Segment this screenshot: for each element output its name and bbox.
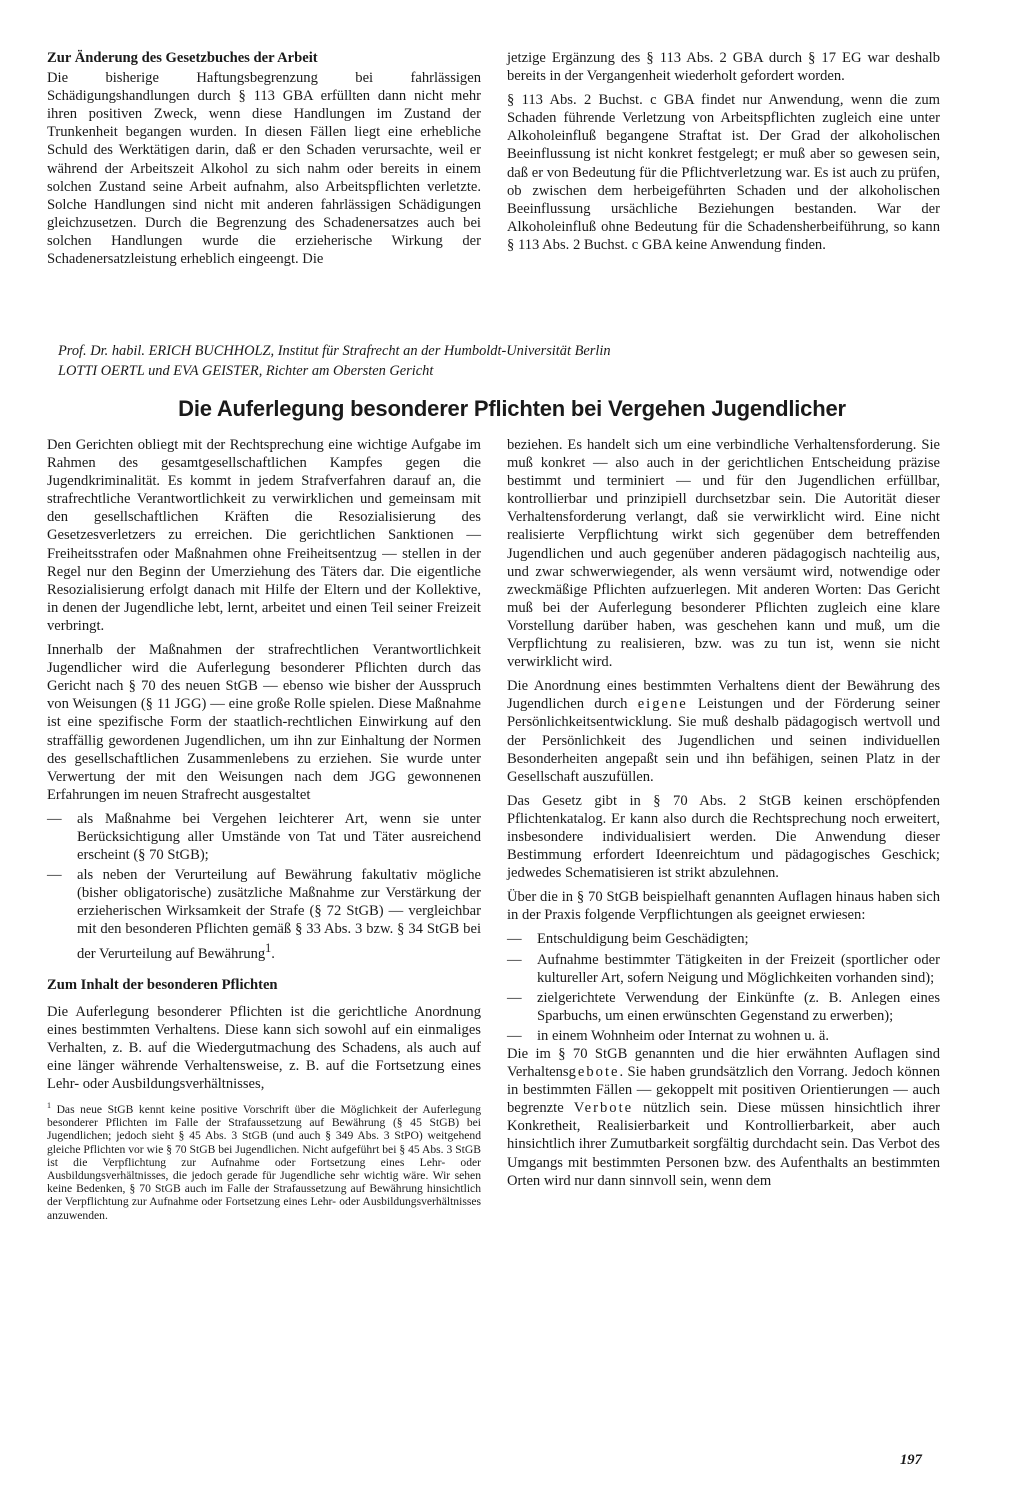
article-right-column <box>507 436 940 1190</box>
list-item: — Aufnahme bestimmter Tätigkeiten in der Freizeit (sportlicher oder kultureller Art, sofern Neigung und Möglichkeiten vorhanden sind); <box>507 951 940 986</box>
article-title: Die Auferlegung besonderer Pflichten bei Vergehen Jugendlicher <box>178 396 846 421</box>
page-number: 197 <box>900 1452 922 1468</box>
footnote-marker: 1 <box>265 940 272 955</box>
author-byline: LOTTI OERTL und EVA GEISTER, Richter am Obersten Gericht <box>58 363 434 379</box>
paragraph: Das Gesetz gibt in § 70 Abs. 2 StGB keinen erschöpfenden Pflichtenkatalog. Er kann also durch die Rechtsprechung noch erweitert, insbesondere individualisiert werden. Die Anwendung dieser Bestimmung erfordert Ideenreichtum und pädagogisches Geschick; jedwedes Schematisieren ist strikt abzulehnen. <box>507 792 940 882</box>
paragraph: Die Anordnung eines bestimmten Verhaltens dient der Bewährung des Jugendlichen durch eigene Leistungen und der Förderung seiner Persönlichkeitsentwicklung. Sie muß deshalb pädagogisch wertvoll und der Persönlichkeit des Jugendlichen und seinen individuellen Besonderheiten angepaßt sein und ihn befähigen, seinen Platz in der Gesellschaft auszufüllen. <box>507 678 940 785</box>
obligation-list <box>47 810 481 963</box>
paragraph: beziehen. Es handelt sich um eine verbindliche Verhaltensforderung. Sie muß konkret — also auch in der gerichtlichen Entscheidung präzise bestimmt und terminiert — und für den Jugendlichen erfüllbar, kontrollierbar und prinzipiell durchsetzbar sein. Die Autorität dieser Verhaltensforderung verlangt, daß sie verwirklicht wird. Eine nicht realisierte Verpflichtung wirkt sich gegenüber dem betreffenden Jugendlichen und auch gegenüber anderen pädagogisch nachteilig aus, und zwar schwerwiegender, als wenn versäumt wird, notwendige oder zweckmäßige Pflichten aufzuerlegen. Mit anderen Worten: Das Gericht muß bei der Auferlegung besonderer Pflichten zugleich eine klare Vorstellung darüber haben, was geschehen kann und muß, um die Verpflichtung zu realisieren, bzw. was zu tun ist, wenn sie nicht verwirklicht wird. <box>507 437 940 671</box>
paragraph: jetzige Ergänzung des § 113 Abs. 2 GBA durch § 17 EG war deshalb bereits in der Vergangenheit wiederholt gefordert worden. <box>507 50 940 85</box>
list-item: — als Maßnahme bei Vergehen leichterer Art, wenn sie unter Berücksichtigung aller Umstände von Tat und Täter ausreichend erscheint (§ 70 StGB); <box>47 810 481 864</box>
paragraph: § 113 Abs. 2 Buchst. c GBA findet nur Anwendung, wenn die zum Schaden führende Verletzung von Arbeitspflichten zugleich eine unter Alkoholeinfluß begangene Straftat ist. Der Grad der alkoholischen Beeinflussung ist nicht konkret festgelegt; er muß aber so gewesen sein, daß er von Bedeutung für die Pflichtverletzung war. Es ist auch zu prüfen, ob zwischen dem herbeigeführten Schaden und der alkoholischen Beeinflussung ursächliche Beziehungen bestanden. War der Alkoholeinfluß ohne Bedeutung für die Schadensherbeiführung, so kann § 113 Abs. 2 Buchst. c GBA keine Anwendung finden. <box>507 92 940 253</box>
list-item: — zielgerichtete Verwendung der Einkünfte (z. B. Anlegen eines Sparbuchs, um einen erwünschten Gegenstand zu erwerben); <box>507 989 940 1024</box>
author-byline: Prof. Dr. habil. ERICH BUCHHOLZ, Institut für Strafrecht an der Humboldt-Universität Berlin <box>58 343 611 359</box>
footnote: $^1$ Das neue StGB kennt keine positive Vorschrift über die Möglichkeit der Auferlegung besonderer Pflichten im Falle der Strafaussetzung auf Bewährung (§ 45 StGB) bei Jugendlichen; jedoch sieht § 45 Abs. 3 StGB (und auch § 349 Abs. 3 StPO) weitgehend gleiche Pflichten vor wie § 70 StGB bei Jugendlichen. Nicht aufgeführt bei § 45 Abs. 3 StGB ist die Verpflichtung zur Aufnahme oder Fortsetzung eines Lehr- oder Ausbildungsverhältnisses, die jedoch gerade für Jugendliche sehr wichtig wäre. Wir sehen keine Bedenken, § 70 StGB auch im Falle der Strafaussetzung auf Bewährung hinsichtlich der Verpflichtung zur Aufnahme oder Fortsetzung eines Lehr- oder Ausbildungsverhältnisses anzuwenden. <box>47 1101 481 1222</box>
paragraph: Den Gerichten obliegt mit der Rechtsprechung eine wichtige Aufgabe im Rahmen des gesamtgesellschaftlichen Kampfes gegen die Jugendkriminalität. Es kommt in jedem Strafverfahren darauf an, die strafrechtliche Verantwortlichkeit zu verwirklichen und gemeinsam mit den gesellschaftlichen Kräften die Resozialisierung des Gesetzesverletzers zu erreichen. Die gerichtlichen Sanktionen — Freiheitsstrafen oder Maßnahmen ohne Freiheitsentzug — stellen in der Regel nur den Beginn der Umerziehung des Täters dar. Die eigentliche Resozialisierung erfolgt danach mit Hilfe der Eltern und der Kollektive, in denen der Jugendliche lebt, lernt, arbeitet und einen Teil seiner Freizeit verbringt. <box>47 437 481 634</box>
footnote-marker: 1 <box>47 1101 51 1111</box>
paragraph: Die Auferlegung besonderer Pflichten ist die gerichtliche Anordnung eines bestimmten Verhaltens. Diese kann sich sowohl auf ein einmaliges Verhalten, z. B. auf die Wiedergutmachung des Schadens, als auch auf eine länger währende Verhaltensweise, z. B. auf die Fortsetzung eines Lehr- oder Ausbildungsverhältnisses, <box>47 1003 481 1092</box>
article-left-column <box>47 436 481 1222</box>
list-item: — Entschuldigung beim Geschädigten; <box>507 931 749 948</box>
paragraph: Die bisherige Haftungsbegrenzung bei fahrlässigen Schädigungshandlungen durch § 113 GBA erfüllten dann nicht mehr ihren positiven Zweck, wenn diese Handlungen im Zustand der Trunkenheit begangen wurden. In diesen Fällen liegt eine erhebliche Schuld des Werktätigen darin, daß er den Schaden verursachte, weil er während der Arbeitszeit Alkohol zu sich nahm oder bereits in einem solchen Zustand seine Arbeit aufnahm, also Arbeitspflichten verletzte. Solche Handlungen sind nicht mit anderen fahrlässigen Schädigungen gleichzusetzen. Durch die Begrenzung des Schadenersatzes auch bei solchen Handlungen wurde die erzieherische Wirkung der Schadenersatzleistung erheblich eingeengt. Die <box>47 70 481 268</box>
section-heading-content: Zum Inhalt der besonderen Pflichten <box>47 977 278 994</box>
section-heading-gba: Zur Änderung des Gesetzbuches der Arbeit <box>47 50 318 66</box>
paragraph: Die im § 70 StGB genannten und die hier erwähnten Auflagen sind Verhaltensgebote. Sie haben grundsätzlich den Vorrang. Jedoch können in bestimmten Fällen — gekoppelt mit positiven Orientierungen — auch begrenzte Verbote nützlich sein. Diese müssen hinsichtlich ihrer Konkretheit, Realisierbarkeit und Kontrollierbarkeit, aber auch hinsichtlich ihrer Zumutbarkeit sorgfältig durchdacht sein. Das Verbot des Umgangs mit bestimmten Personen bzw. des Aufenthalts an bestimmten Orten wird nur dann sinnvoll sein, wenn dem <box>507 1046 940 1189</box>
emphasized-word: eigene <box>637 696 688 713</box>
paragraph: Über die in § 70 StGB beispielhaft genannten Auflagen hinaus haben sich in der Praxis folgende Verpflichtungen als geeignet erwiesen: <box>507 889 940 924</box>
obligation-list <box>507 930 940 1045</box>
list-item: — in einem Wohnheim oder Internat zu wohnen u. ä. <box>507 1027 829 1044</box>
paragraph: Innerhalb der Maßnahmen der strafrechtlichen Verantwortlichkeit Jugendlicher wird die Auferlegung besonderer Pflichten durch das Gericht nach § 70 des neuen StGB — ebenso wie bisher der Ausspruch von Weisungen (§ 11 JGG) — eine große Rolle spielen. Diese Maßnahme ist eine spezifische Form der staatlich-rechtlichen Einwirkung auf den straffällig gewordenen Jugendlichen, um ihn zur Einhaltung der Normen des gesellschaftlichen Zusammenlebens zu erziehen. Sie wurde unter Verwertung der mit den Weisungen nach dem JGG gewonnenen Erfahrungen im neuen Strafrecht ausgestaltet <box>47 642 481 803</box>
emphasized-word: gebote <box>568 1064 620 1081</box>
top-left-column <box>47 49 481 268</box>
list-item: — als neben der Verurteilung auf Bewährung fakultativ mögliche (bisher obligatorische) zusätzliche Maßnahme zur Verstärkung der erzieherischen Wirksamkeit der Strafe (§ 72 StGB) — vergleichbar mit den besonderen Pflichten gemäß § 33 Abs. 3 bzw. § 34 StGB bei der Verurteilung auf Bewährung$^1$. <box>47 867 481 962</box>
emphasized-word: Verbote <box>573 1100 634 1117</box>
top-right-column <box>507 49 940 254</box>
